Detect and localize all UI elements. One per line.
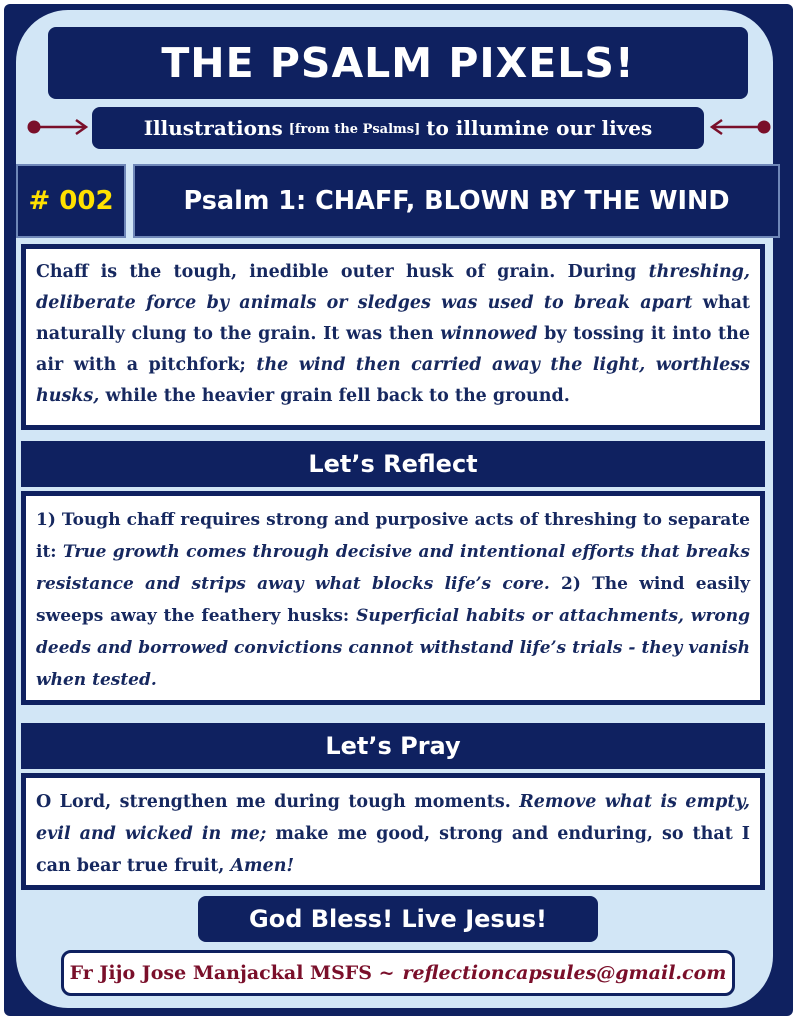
pray-heading: Let’s Pray	[21, 723, 765, 769]
intro-part-2: threshing, deliberate force by animals or sledges was used to break apart	[36, 262, 750, 313]
blessing-banner: God Bless! Live Jesus!	[198, 896, 598, 942]
arrow-left-icon	[708, 114, 772, 140]
intro-part-3: what naturally clung to the grain. It was then	[36, 293, 750, 344]
author-credit	[61, 950, 735, 996]
subtitle-text-end: to illumine our lives	[426, 116, 653, 140]
reflect-part-1: 1) Tough chaff requires strong and purposive acts of threshing to separate it:	[36, 510, 750, 562]
entry-title: Psalm 1: CHAFF, BLOWN BY THE WIND	[133, 164, 780, 238]
subtitle-text-start: Illustrations	[143, 116, 283, 140]
pray-part-4: Amen!	[230, 856, 295, 876]
intro-part-6: the wind then carried away the light, worthless husks,	[36, 355, 750, 406]
subtitle-text-small: [from the Psalms]	[288, 121, 421, 137]
intro-part-1: Chaff is the tough, inedible outer husk of grain. During	[36, 262, 649, 282]
intro-text	[21, 244, 765, 430]
reflect-part-3: 2) The wind easily sweeps away the feathery husks:	[36, 574, 750, 626]
pray-part-1: O Lord, strengthen me during tough moments.	[36, 792, 520, 812]
reflect-heading: Let’s Reflect	[21, 441, 765, 487]
author-name: Fr Jijo Jose Manjackal MSFS ~	[69, 962, 395, 984]
reflect-text	[21, 491, 765, 705]
reflect-part-2: True growth comes through decisive and intentional efforts that breaks resistance and strips away what blocks life’s core.	[36, 542, 750, 594]
intro-part-7: while the heavier grain fell back to the ground.	[99, 386, 570, 406]
pray-part-2: Remove what is empty, evil and wicked in me;	[36, 792, 750, 844]
intro-part-4: winnowed	[440, 324, 538, 344]
arrow-right-icon	[26, 114, 90, 140]
subtitle	[92, 107, 704, 149]
intro-part-5: by tossing it into the air with a pitchfork;	[36, 324, 750, 375]
page-title: THE PSALM PIXELS!	[48, 27, 748, 99]
entry-number: # 002	[16, 164, 126, 238]
pray-part-3: make me good, strong and enduring, so that I can bear true fruit,	[36, 824, 750, 876]
pray-text	[21, 773, 765, 890]
reflect-part-4: Superficial habits or attachments, wrong deeds and borrowed convictions cannot withstand life’s trials - they vanish when tested.	[36, 606, 750, 690]
author-email: reflectioncapsules@gmail.com	[402, 962, 727, 984]
